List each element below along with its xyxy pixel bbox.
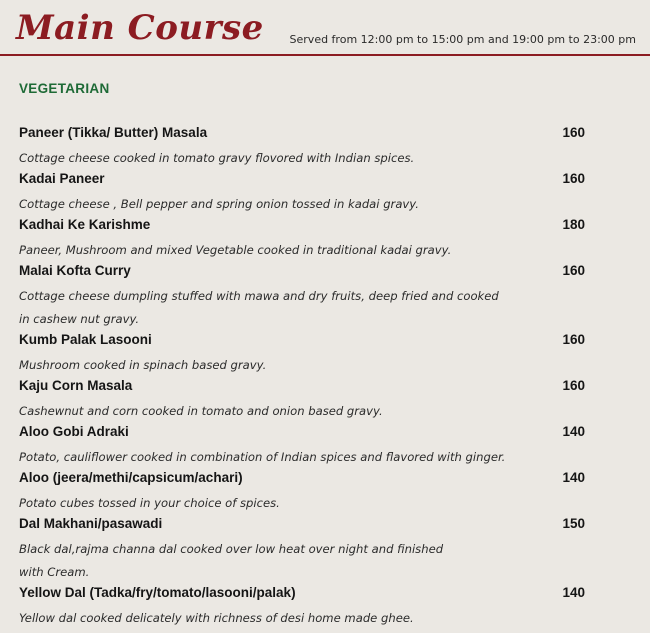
menu-item <box>19 262 585 331</box>
menu-item <box>19 377 585 423</box>
item-name: Yellow Dal (Tadka/fry/tomato/lasooni/palak) <box>19 585 296 600</box>
menu-item <box>19 170 585 216</box>
serving-hours: Served from 12:00 pm to 15:00 pm and 19:00 pm to 23:00 pm <box>289 33 636 46</box>
menu-item <box>19 515 585 584</box>
page-title: Main Course <box>16 8 264 48</box>
menu-item <box>19 469 585 515</box>
item-description: Cashewnut and corn cooked in tomato and onion based gravy. <box>19 404 383 418</box>
item-description: Potato cubes tossed in your choice of spices. <box>19 496 280 510</box>
menu-item <box>19 124 585 170</box>
item-price: 150 <box>562 516 585 531</box>
item-description: Mushroom cooked in spinach based gravy. <box>19 358 267 372</box>
item-name: Aloo Gobi Adraki <box>19 424 129 439</box>
menu-item <box>19 423 585 469</box>
item-description: Black dal,rajma channa dal cooked over low heat over night and finished with Cream. <box>19 542 444 579</box>
item-name: Kadai Paneer <box>19 171 105 186</box>
item-description: Potato, cauliflower cooked in combination of Indian spices and flavored with ginger. <box>19 450 506 464</box>
item-price: 140 <box>562 585 585 600</box>
menu-item <box>19 216 585 262</box>
item-name: Malai Kofta Curry <box>19 263 131 278</box>
item-name: Paneer (Tikka/ Butter) Masala <box>19 125 208 140</box>
item-price: 160 <box>562 332 585 347</box>
item-price: 160 <box>562 171 585 186</box>
menu-items-list <box>19 124 585 630</box>
menu-item <box>19 584 585 630</box>
item-name: Kumb Palak Lasooni <box>19 332 152 347</box>
item-price: 160 <box>562 125 585 140</box>
item-description: Paneer, Mushroom and mixed Vegetable cooked in traditional kadai gravy. <box>19 243 452 257</box>
header-divider <box>0 54 650 56</box>
item-description: Cottage cheese , Bell pepper and spring onion tossed in kadai gravy. <box>19 197 419 211</box>
item-description: Yellow dal cooked delicately with richness of desi home made ghee. <box>19 611 414 625</box>
item-description: Cottage cheese cooked in tomato gravy flovored with Indian spices. <box>19 151 415 165</box>
item-price: 140 <box>562 470 585 485</box>
item-price: 140 <box>562 424 585 439</box>
item-price: 180 <box>562 217 585 232</box>
item-name: Kaju Corn Masala <box>19 378 133 393</box>
menu-item <box>19 331 585 377</box>
menu-header <box>0 0 650 60</box>
item-description: Cottage cheese dumpling stuffed with mawa and dry fruits, deep fried and cooked in cashew nut gravy. <box>19 289 499 326</box>
item-name: Aloo (jeera/methi/capsicum/achari) <box>19 470 243 485</box>
item-price: 160 <box>562 378 585 393</box>
item-name: Kadhai Ke Karishme <box>19 217 151 232</box>
item-name: Dal Makhani/pasawadi <box>19 516 163 531</box>
section-heading-vegetarian: VEGETARIAN <box>19 81 110 96</box>
item-price: 160 <box>562 263 585 278</box>
